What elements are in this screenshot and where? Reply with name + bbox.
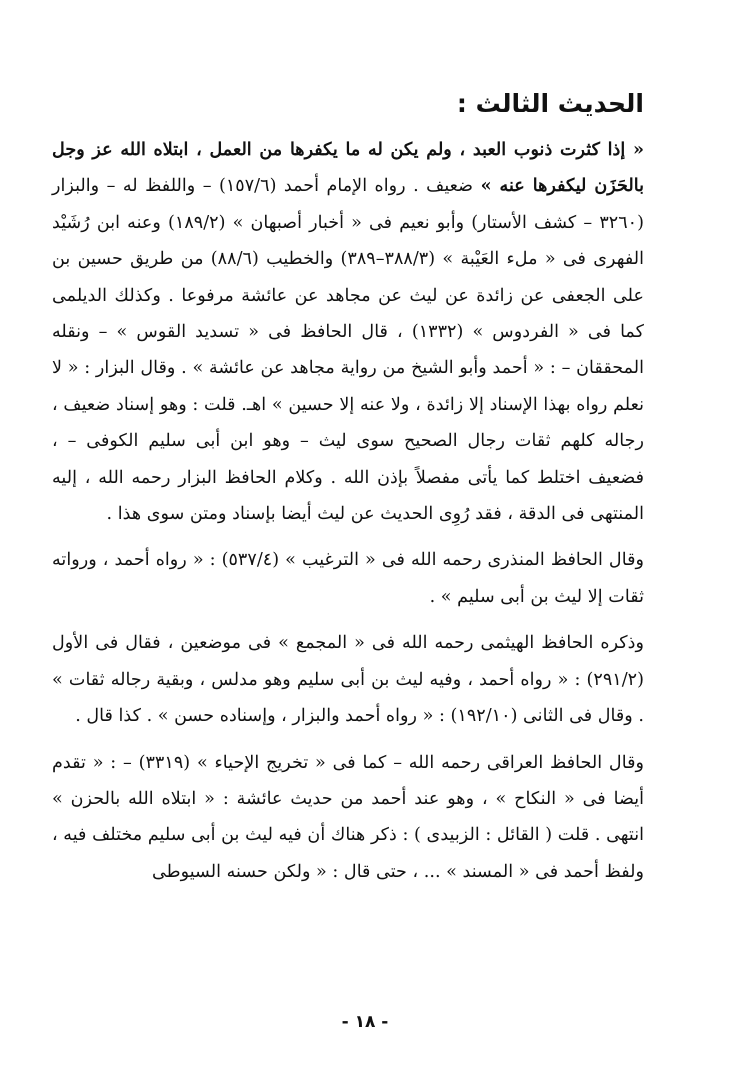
paragraph-hadith [52, 132, 644, 532]
paragraph-mundhiri: وقال الحافظ المنذرى رحمه الله فى « الترغيب » (٥٣٧/٤) : « رواه أحمد ، ورواته ثقات إلا ليث بن أبى سليم » . [52, 550, 644, 607]
page-body [52, 82, 644, 890]
page-number: - ١٨ - [341, 1012, 389, 1032]
hadith-text: « إذا كثرت ذنوب العبد ، ولم يكن له ما يكفرها من العمل ، ابتلاه الله عز وجل بالحَزَن ليكفرها عنه » [52, 139, 644, 197]
paragraph-iraqi: وقال الحافظ العراقى رحمه الله – كما فى « تخريج الإحياء » (٣٣١٩) – : « تقدم أيضا فى « النكاح » ، وهو عند أحمد من حديث عائشة : « ابتلاه الله بالحزن » انتهى . قلت ( القائل : الزبيدى ) : ذكر هناك أن فيه ليث بن أبى سليم مختلف فيه ، ولفظ أحمد فى « المسند » ... ، حتى قال : « ولكن حسنه السيوطى [52, 752, 644, 882]
page-heading: الحديث الثالث : [456, 89, 644, 118]
commentary-text: ضعيف . رواه الإمام أحمد (١٥٧/٦) – واللفظ له – والبزار (٣٢٦٠ – كشف الأستار) وأبو نعيم فى « أخبار أصبهان » (١٨٩/٢) وعنه ابن رُشَيْد الفهرى فى « ملء العَيْبة » (٣٨٨/٣–٣٨٩) والخطيب (٨٨/٦) من طريق حسين بن على الجعفى عن زائدة عن ليث عن مجاهد عن عائشة مرفوعا . وكذلك الديلمى كما فى « الفردوس » (١٣٣٢) ، قال الحافظ فى « تسديد القوس » – ونقله المحققان – : « أحمد وأبو الشيخ من رواية مجاهد عن عائشة » . وقال البزار : « لا نعلم رواه بهذا الإسناد إلا زائدة ، ولا عنه إلا حسين » اهـ. قلت : وهو إسناد ضعيف ، رجاله كلهم ثقات رجال الصحيح سوى ليث – وهو ابن أبى سليم الكوفى – ، فضعيف اختلط كما يأتى مفصلاً بإذن الله . وكلام الحافظ البزار رحمه الله ، إليه المنتهى فى الدقة ، فقد رُوِى الحديث عن ليث أيضا بإسناد ومتن سوى هذا . [52, 176, 644, 525]
paragraph-haythami: وذكره الحافظ الهيثمى رحمه الله فى « المجمع » فى موضعين ، فقال فى الأول (٢٩١/٢) : « رواه أحمد ، وفيه ليث بن أبى سليم وهو مدلس ، وبقية رجاله ثقات » . وقال فى الثانى (١٩٢/١٠) : « رواه أحمد والبزار ، وإسناده حسن » . كذا قال . [52, 633, 644, 727]
